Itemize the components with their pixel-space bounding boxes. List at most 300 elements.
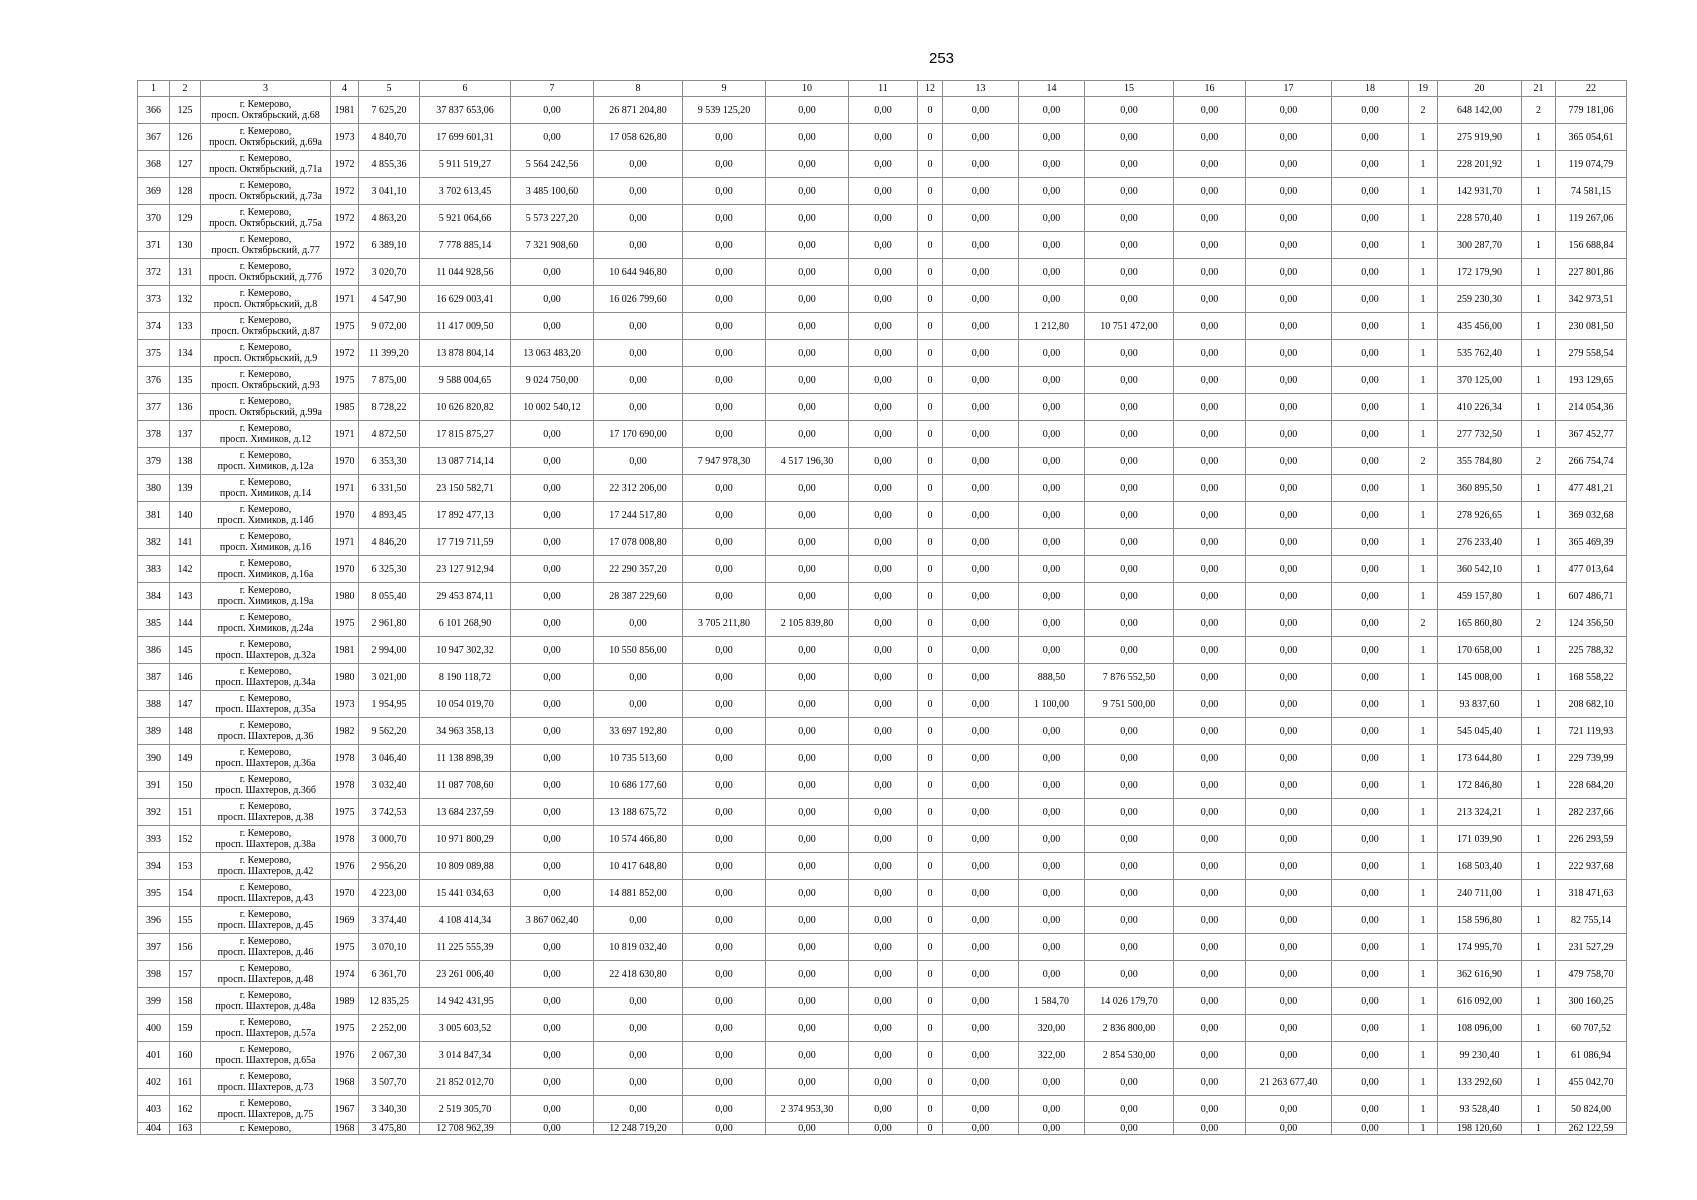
cell-col-5: 3 000,70 bbox=[359, 826, 420, 853]
cell-col-7: 0,00 bbox=[511, 988, 594, 1015]
cell-col-12: 0 bbox=[918, 799, 943, 826]
table-row bbox=[138, 421, 1627, 448]
cell-col-22: 119 074,79 bbox=[1556, 151, 1627, 178]
cell-col-19: 1 bbox=[1409, 502, 1438, 529]
cell-col-22: 721 119,93 bbox=[1556, 718, 1627, 745]
cell-col-12: 0 bbox=[918, 637, 943, 664]
cell-col-10: 0,00 bbox=[766, 988, 849, 1015]
address-cell bbox=[201, 232, 331, 259]
cell-col-21: 1 bbox=[1522, 232, 1556, 259]
address-cell bbox=[201, 529, 331, 556]
cell-col-4: 1975 bbox=[331, 610, 359, 637]
cell-col-8: 14 881 852,00 bbox=[594, 880, 683, 907]
cell-col-12: 0 bbox=[918, 664, 943, 691]
address-line: просп. Шахтеров, д.38а bbox=[215, 839, 316, 850]
cell-col-22: 50 824,00 bbox=[1556, 1096, 1627, 1123]
cell-col-6: 13 087 714,14 bbox=[420, 448, 511, 475]
cell-col-8: 0,00 bbox=[594, 664, 683, 691]
cell-col-7: 13 063 483,20 bbox=[511, 340, 594, 367]
table-row bbox=[138, 394, 1627, 421]
cell-col-18: 0,00 bbox=[1332, 583, 1409, 610]
cell-col-1: 376 bbox=[138, 367, 170, 394]
cell-col-6: 11 087 708,60 bbox=[420, 772, 511, 799]
cell-col-7: 0,00 bbox=[511, 745, 594, 772]
cell-col-14: 0,00 bbox=[1019, 502, 1085, 529]
cell-col-11: 0,00 bbox=[849, 1015, 918, 1042]
cell-col-14: 0,00 bbox=[1019, 961, 1085, 988]
address-cell bbox=[201, 313, 331, 340]
cell-col-9: 0,00 bbox=[683, 475, 766, 502]
cell-col-4: 1978 bbox=[331, 826, 359, 853]
cell-col-9: 0,00 bbox=[683, 205, 766, 232]
cell-col-4: 1971 bbox=[331, 421, 359, 448]
cell-col-21: 1 bbox=[1522, 1069, 1556, 1096]
cell-col-19: 1 bbox=[1409, 934, 1438, 961]
cell-col-9: 0,00 bbox=[683, 421, 766, 448]
cell-col-7: 5 564 242,56 bbox=[511, 151, 594, 178]
cell-col-9: 0,00 bbox=[683, 340, 766, 367]
address-cell bbox=[201, 583, 331, 610]
cell-col-20: 171 039,90 bbox=[1438, 826, 1522, 853]
cell-col-5: 6 361,70 bbox=[359, 961, 420, 988]
cell-col-14: 888,50 bbox=[1019, 664, 1085, 691]
cell-col-14: 0,00 bbox=[1019, 286, 1085, 313]
cell-col-1: 386 bbox=[138, 637, 170, 664]
cell-col-12: 0 bbox=[918, 1123, 943, 1135]
table-row bbox=[138, 97, 1627, 124]
address-line: г. Кемерово, bbox=[239, 612, 292, 623]
cell-col-6: 13 878 804,14 bbox=[420, 340, 511, 367]
cell-col-10: 0,00 bbox=[766, 529, 849, 556]
cell-col-13: 0,00 bbox=[943, 421, 1019, 448]
address-line: г. Кемерово, bbox=[239, 720, 292, 731]
cell-col-4: 1970 bbox=[331, 448, 359, 475]
address-line: просп. Шахтеров, д.38 bbox=[217, 812, 314, 823]
cell-col-17: 0,00 bbox=[1246, 826, 1332, 853]
cell-col-15: 0,00 bbox=[1085, 367, 1174, 394]
cell-col-11: 0,00 bbox=[849, 880, 918, 907]
cell-col-16: 0,00 bbox=[1174, 664, 1246, 691]
cell-col-11: 0,00 bbox=[849, 529, 918, 556]
cell-col-22: 229 739,99 bbox=[1556, 745, 1627, 772]
cell-col-2: 150 bbox=[170, 772, 201, 799]
cell-col-22: 342 973,51 bbox=[1556, 286, 1627, 313]
cell-col-4: 1972 bbox=[331, 340, 359, 367]
cell-col-22: 279 558,54 bbox=[1556, 340, 1627, 367]
address-cell bbox=[201, 610, 331, 637]
cell-col-20: 360 895,50 bbox=[1438, 475, 1522, 502]
address-line: г. Кемерово, bbox=[239, 639, 292, 650]
cell-col-16: 0,00 bbox=[1174, 178, 1246, 205]
cell-col-18: 0,00 bbox=[1332, 529, 1409, 556]
cell-col-16: 0,00 bbox=[1174, 97, 1246, 124]
cell-col-13: 0,00 bbox=[943, 1123, 1019, 1135]
cell-col-4: 1972 bbox=[331, 151, 359, 178]
cell-col-12: 0 bbox=[918, 556, 943, 583]
cell-col-21: 1 bbox=[1522, 340, 1556, 367]
cell-col-21: 1 bbox=[1522, 1042, 1556, 1069]
cell-col-4: 1973 bbox=[331, 124, 359, 151]
cell-col-13: 0,00 bbox=[943, 124, 1019, 151]
cell-col-10: 0,00 bbox=[766, 1123, 849, 1135]
cell-col-21: 1 bbox=[1522, 421, 1556, 448]
cell-col-19: 1 bbox=[1409, 772, 1438, 799]
cell-col-17: 0,00 bbox=[1246, 1096, 1332, 1123]
cell-col-9: 9 539 125,20 bbox=[683, 97, 766, 124]
table-row bbox=[138, 664, 1627, 691]
address-line: просп. Шахтеров, д.46 bbox=[217, 947, 314, 958]
cell-col-20: 108 096,00 bbox=[1438, 1015, 1522, 1042]
cell-col-2: 143 bbox=[170, 583, 201, 610]
cell-col-16: 0,00 bbox=[1174, 313, 1246, 340]
cell-col-20: 228 201,92 bbox=[1438, 151, 1522, 178]
cell-col-7: 0,00 bbox=[511, 97, 594, 124]
address-cell bbox=[201, 664, 331, 691]
cell-col-10: 0,00 bbox=[766, 772, 849, 799]
column-header-8: 8 bbox=[594, 81, 683, 97]
cell-col-12: 0 bbox=[918, 367, 943, 394]
cell-col-22: 230 081,50 bbox=[1556, 313, 1627, 340]
cell-col-6: 2 519 305,70 bbox=[420, 1096, 511, 1123]
cell-col-21: 1 bbox=[1522, 718, 1556, 745]
cell-col-20: 355 784,80 bbox=[1438, 448, 1522, 475]
cell-col-16: 0,00 bbox=[1174, 1096, 1246, 1123]
cell-col-11: 0,00 bbox=[849, 745, 918, 772]
cell-col-5: 3 742,53 bbox=[359, 799, 420, 826]
cell-col-18: 0,00 bbox=[1332, 151, 1409, 178]
address-line: просп. Шахтеров, д.35а bbox=[215, 704, 316, 715]
cell-col-21: 1 bbox=[1522, 1123, 1556, 1135]
cell-col-9: 0,00 bbox=[683, 745, 766, 772]
cell-col-9: 0,00 bbox=[683, 367, 766, 394]
cell-col-8: 22 418 630,80 bbox=[594, 961, 683, 988]
cell-col-18: 0,00 bbox=[1332, 124, 1409, 151]
cell-col-15: 2 836 800,00 bbox=[1085, 1015, 1174, 1042]
cell-col-11: 0,00 bbox=[849, 394, 918, 421]
cell-col-8: 10 417 648,80 bbox=[594, 853, 683, 880]
cell-col-14: 0,00 bbox=[1019, 556, 1085, 583]
address-line: г. Кемерово, bbox=[239, 126, 292, 137]
cell-col-9: 0,00 bbox=[683, 124, 766, 151]
cell-col-11: 0,00 bbox=[849, 340, 918, 367]
cell-col-22: 477 481,21 bbox=[1556, 475, 1627, 502]
cell-col-4: 1976 bbox=[331, 853, 359, 880]
cell-col-14: 0,00 bbox=[1019, 124, 1085, 151]
cell-col-6: 6 101 268,90 bbox=[420, 610, 511, 637]
cell-col-5: 4 855,36 bbox=[359, 151, 420, 178]
cell-col-6: 8 190 118,72 bbox=[420, 664, 511, 691]
address-line: просп. Октябрьский, д.68 bbox=[211, 110, 320, 121]
cell-col-4: 1972 bbox=[331, 178, 359, 205]
cell-col-14: 0,00 bbox=[1019, 394, 1085, 421]
cell-col-12: 0 bbox=[918, 772, 943, 799]
cell-col-17: 0,00 bbox=[1246, 988, 1332, 1015]
cell-col-13: 0,00 bbox=[943, 637, 1019, 664]
cell-col-1: 398 bbox=[138, 961, 170, 988]
cell-col-15: 0,00 bbox=[1085, 259, 1174, 286]
cell-col-6: 16 629 003,41 bbox=[420, 286, 511, 313]
cell-col-10: 0,00 bbox=[766, 664, 849, 691]
address-line: г. Кемерово, bbox=[239, 1098, 292, 1109]
address-line: просп. Шахтеров, д.43 bbox=[217, 893, 314, 904]
cell-col-9: 7 947 978,30 bbox=[683, 448, 766, 475]
address-cell bbox=[201, 961, 331, 988]
cell-col-20: 93 528,40 bbox=[1438, 1096, 1522, 1123]
cell-col-13: 0,00 bbox=[943, 826, 1019, 853]
table-row bbox=[138, 232, 1627, 259]
cell-col-18: 0,00 bbox=[1332, 97, 1409, 124]
cell-col-6: 37 837 653,06 bbox=[420, 97, 511, 124]
cell-col-21: 1 bbox=[1522, 934, 1556, 961]
cell-col-1: 374 bbox=[138, 313, 170, 340]
cell-col-13: 0,00 bbox=[943, 1069, 1019, 1096]
cell-col-6: 17 719 711,59 bbox=[420, 529, 511, 556]
cell-col-5: 4 547,90 bbox=[359, 286, 420, 313]
cell-col-13: 0,00 bbox=[943, 772, 1019, 799]
cell-col-7: 0,00 bbox=[511, 799, 594, 826]
cell-col-17: 0,00 bbox=[1246, 259, 1332, 286]
cell-col-16: 0,00 bbox=[1174, 340, 1246, 367]
cell-col-22: 119 267,06 bbox=[1556, 205, 1627, 232]
cell-col-12: 0 bbox=[918, 232, 943, 259]
cell-col-6: 7 778 885,14 bbox=[420, 232, 511, 259]
cell-col-16: 0,00 bbox=[1174, 826, 1246, 853]
cell-col-7: 0,00 bbox=[511, 880, 594, 907]
cell-col-17: 0,00 bbox=[1246, 961, 1332, 988]
cell-col-16: 0,00 bbox=[1174, 394, 1246, 421]
table-row bbox=[138, 1123, 1627, 1135]
address-line: просп. Химиков, д.14 bbox=[219, 488, 312, 499]
cell-col-20: 172 846,80 bbox=[1438, 772, 1522, 799]
cell-col-2: 147 bbox=[170, 691, 201, 718]
cell-col-6: 15 441 034,63 bbox=[420, 880, 511, 907]
cell-col-18: 0,00 bbox=[1332, 907, 1409, 934]
cell-col-8: 0,00 bbox=[594, 907, 683, 934]
cell-col-19: 1 bbox=[1409, 205, 1438, 232]
cell-col-7: 0,00 bbox=[511, 583, 594, 610]
cell-col-4: 1989 bbox=[331, 988, 359, 1015]
cell-col-21: 1 bbox=[1522, 367, 1556, 394]
cell-col-5: 4 893,45 bbox=[359, 502, 420, 529]
address-cell bbox=[201, 772, 331, 799]
cell-col-14: 0,00 bbox=[1019, 772, 1085, 799]
cell-col-22: 300 160,25 bbox=[1556, 988, 1627, 1015]
cell-col-1: 390 bbox=[138, 745, 170, 772]
cell-col-14: 0,00 bbox=[1019, 1096, 1085, 1123]
cell-col-11: 0,00 bbox=[849, 97, 918, 124]
cell-col-2: 148 bbox=[170, 718, 201, 745]
cell-col-19: 1 bbox=[1409, 691, 1438, 718]
cell-col-18: 0,00 bbox=[1332, 232, 1409, 259]
cell-col-18: 0,00 bbox=[1332, 286, 1409, 313]
cell-col-22: 74 581,15 bbox=[1556, 178, 1627, 205]
cell-col-10: 2 374 953,30 bbox=[766, 1096, 849, 1123]
cell-col-17: 0,00 bbox=[1246, 556, 1332, 583]
cell-col-6: 4 108 414,34 bbox=[420, 907, 511, 934]
address-cell bbox=[201, 637, 331, 664]
address-line: просп. Шахтеров, д.36б bbox=[215, 785, 316, 796]
cell-col-22: 367 452,77 bbox=[1556, 421, 1627, 448]
cell-col-16: 0,00 bbox=[1174, 151, 1246, 178]
cell-col-1: 367 bbox=[138, 124, 170, 151]
cell-col-5: 3 340,30 bbox=[359, 1096, 420, 1123]
cell-col-13: 0,00 bbox=[943, 502, 1019, 529]
cell-col-19: 1 bbox=[1409, 151, 1438, 178]
table-row bbox=[138, 448, 1627, 475]
cell-col-6: 34 963 358,13 bbox=[420, 718, 511, 745]
cell-col-12: 0 bbox=[918, 529, 943, 556]
cell-col-5: 2 067,30 bbox=[359, 1042, 420, 1069]
cell-col-2: 129 bbox=[170, 205, 201, 232]
cell-col-9: 0,00 bbox=[683, 880, 766, 907]
cell-col-4: 1972 bbox=[331, 259, 359, 286]
cell-col-8: 0,00 bbox=[594, 691, 683, 718]
cell-col-9: 0,00 bbox=[683, 664, 766, 691]
cell-col-6: 11 417 009,50 bbox=[420, 313, 511, 340]
cell-col-19: 1 bbox=[1409, 313, 1438, 340]
cell-col-17: 0,00 bbox=[1246, 151, 1332, 178]
cell-col-15: 0,00 bbox=[1085, 448, 1174, 475]
cell-col-9: 0,00 bbox=[683, 1123, 766, 1135]
cell-col-12: 0 bbox=[918, 1015, 943, 1042]
cell-col-7: 10 002 540,12 bbox=[511, 394, 594, 421]
cell-col-5: 8 728,22 bbox=[359, 394, 420, 421]
cell-col-8: 10 550 856,00 bbox=[594, 637, 683, 664]
address-line: г. Кемерово, bbox=[239, 558, 292, 569]
cell-col-21: 1 bbox=[1522, 799, 1556, 826]
address-cell bbox=[201, 205, 331, 232]
address-cell bbox=[201, 718, 331, 745]
address-cell bbox=[201, 286, 331, 313]
cell-col-22: 477 013,64 bbox=[1556, 556, 1627, 583]
cell-col-18: 0,00 bbox=[1332, 610, 1409, 637]
address-line: просп. Шахтеров, д.48 bbox=[217, 974, 314, 985]
cell-col-1: 370 bbox=[138, 205, 170, 232]
cell-col-20: 277 732,50 bbox=[1438, 421, 1522, 448]
table-row bbox=[138, 1042, 1627, 1069]
cell-col-7: 0,00 bbox=[511, 718, 594, 745]
cell-col-2: 128 bbox=[170, 178, 201, 205]
cell-col-11: 0,00 bbox=[849, 826, 918, 853]
cell-col-5: 2 994,00 bbox=[359, 637, 420, 664]
cell-col-10: 0,00 bbox=[766, 745, 849, 772]
cell-col-8: 0,00 bbox=[594, 394, 683, 421]
column-header-10: 10 bbox=[766, 81, 849, 97]
address-cell bbox=[201, 475, 331, 502]
cell-col-22: 266 754,74 bbox=[1556, 448, 1627, 475]
cell-col-13: 0,00 bbox=[943, 475, 1019, 502]
address-line: просп. Шахтеров, д.45 bbox=[217, 920, 314, 931]
cell-col-6: 21 852 012,70 bbox=[420, 1069, 511, 1096]
cell-col-20: 648 142,00 bbox=[1438, 97, 1522, 124]
cell-col-14: 322,00 bbox=[1019, 1042, 1085, 1069]
cell-col-16: 0,00 bbox=[1174, 1123, 1246, 1135]
cell-col-7: 0,00 bbox=[511, 637, 594, 664]
cell-col-17: 0,00 bbox=[1246, 286, 1332, 313]
cell-col-18: 0,00 bbox=[1332, 1015, 1409, 1042]
cell-col-21: 1 bbox=[1522, 961, 1556, 988]
cell-col-5: 4 846,20 bbox=[359, 529, 420, 556]
cell-col-4: 1968 bbox=[331, 1123, 359, 1135]
cell-col-22: 208 682,10 bbox=[1556, 691, 1627, 718]
cell-col-10: 0,00 bbox=[766, 907, 849, 934]
cell-col-1: 404 bbox=[138, 1123, 170, 1135]
cell-col-16: 0,00 bbox=[1174, 691, 1246, 718]
address-line: просп. Шахтеров, д.32а bbox=[215, 650, 316, 661]
cell-col-19: 2 bbox=[1409, 448, 1438, 475]
table-row bbox=[138, 529, 1627, 556]
cell-col-20: 170 658,00 bbox=[1438, 637, 1522, 664]
cell-col-22: 369 032,68 bbox=[1556, 502, 1627, 529]
table-row bbox=[138, 853, 1627, 880]
cell-col-9: 0,00 bbox=[683, 1015, 766, 1042]
cell-col-14: 0,00 bbox=[1019, 97, 1085, 124]
cell-col-6: 29 453 874,11 bbox=[420, 583, 511, 610]
cell-col-19: 1 bbox=[1409, 421, 1438, 448]
cell-col-22: 156 688,84 bbox=[1556, 232, 1627, 259]
address-cell bbox=[201, 421, 331, 448]
cell-col-8: 0,00 bbox=[594, 610, 683, 637]
cell-col-2: 131 bbox=[170, 259, 201, 286]
cell-col-19: 1 bbox=[1409, 664, 1438, 691]
cell-col-8: 17 058 626,80 bbox=[594, 124, 683, 151]
cell-col-14: 320,00 bbox=[1019, 1015, 1085, 1042]
cell-col-2: 145 bbox=[170, 637, 201, 664]
address-line: г. Кемерово, bbox=[239, 693, 292, 704]
address-line: просп. Химиков, д.24а bbox=[217, 623, 314, 634]
cell-col-1: 384 bbox=[138, 583, 170, 610]
table-row bbox=[138, 826, 1627, 853]
cell-col-7: 0,00 bbox=[511, 961, 594, 988]
cell-col-12: 0 bbox=[918, 610, 943, 637]
cell-col-4: 1981 bbox=[331, 97, 359, 124]
table-row bbox=[138, 961, 1627, 988]
cell-col-5: 3 070,10 bbox=[359, 934, 420, 961]
cell-col-2: 134 bbox=[170, 340, 201, 367]
cell-col-22: 318 471,63 bbox=[1556, 880, 1627, 907]
cell-col-18: 0,00 bbox=[1332, 961, 1409, 988]
address-line: просп. Химиков, д.14б bbox=[217, 515, 314, 526]
cell-col-20: 173 644,80 bbox=[1438, 745, 1522, 772]
cell-col-5: 3 374,40 bbox=[359, 907, 420, 934]
cell-col-8: 0,00 bbox=[594, 178, 683, 205]
cell-col-13: 0,00 bbox=[943, 340, 1019, 367]
cell-col-6: 11 138 898,39 bbox=[420, 745, 511, 772]
address-line: г. Кемерово, bbox=[239, 774, 292, 785]
cell-col-13: 0,00 bbox=[943, 232, 1019, 259]
cell-col-11: 0,00 bbox=[849, 232, 918, 259]
cell-col-21: 1 bbox=[1522, 1015, 1556, 1042]
address-line: г. Кемерово, bbox=[239, 99, 292, 110]
cell-col-14: 0,00 bbox=[1019, 718, 1085, 745]
address-line: г. Кемерово, bbox=[239, 504, 292, 515]
address-line: просп. Шахтеров, д.36а bbox=[215, 758, 316, 769]
cell-col-1: 379 bbox=[138, 448, 170, 475]
cell-col-12: 0 bbox=[918, 961, 943, 988]
table-row bbox=[138, 610, 1627, 637]
cell-col-11: 0,00 bbox=[849, 1123, 918, 1135]
cell-col-19: 1 bbox=[1409, 556, 1438, 583]
cell-col-19: 1 bbox=[1409, 232, 1438, 259]
cell-col-2: 160 bbox=[170, 1042, 201, 1069]
cell-col-2: 138 bbox=[170, 448, 201, 475]
cell-col-9: 0,00 bbox=[683, 637, 766, 664]
cell-col-2: 156 bbox=[170, 934, 201, 961]
cell-col-15: 0,00 bbox=[1085, 232, 1174, 259]
cell-col-19: 1 bbox=[1409, 286, 1438, 313]
cell-col-21: 1 bbox=[1522, 529, 1556, 556]
address-cell bbox=[201, 340, 331, 367]
